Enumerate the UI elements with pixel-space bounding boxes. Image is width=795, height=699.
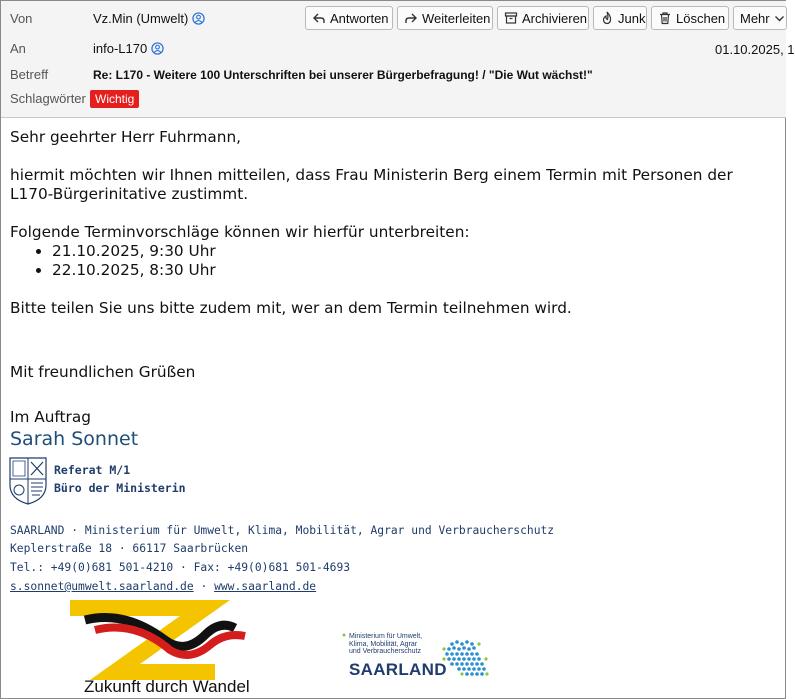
archive-label: Archivieren — [522, 10, 588, 26]
chevron-down-icon — [774, 13, 785, 24]
forward-icon — [404, 11, 418, 25]
paragraph-1: hiermit möchten wir Ihnen mitteilen, dass Frau Ministerin Berg einem Termin mit Personen der L170-Bürgerinitative zustimmt. — [10, 166, 733, 203]
ministry-logo-line: und Verbraucherschutz — [349, 648, 421, 655]
archive-icon — [504, 11, 518, 25]
paragraph-2: Bitte teilen Sie uns bitte zudem mit, wer an dem Termin teilnehmen wird. — [10, 299, 572, 317]
from-label: Von — [10, 11, 33, 26]
subject-text: Re: L170 - Weitere 100 Unterschriften bei unserer Bürgerbefragung! / "Die Wut wächst!" — [93, 68, 593, 82]
ministry-logo-line: Ministerium für Umwelt, — [349, 633, 423, 640]
ministry-logo-text — [349, 633, 422, 656]
dept-line-1: Referat M/1 — [54, 463, 131, 477]
reply-icon — [312, 11, 326, 25]
closing: Mit freundlichen Grüßen — [10, 363, 196, 381]
junk-label: Junk — [618, 10, 646, 26]
contact-links — [10, 580, 316, 593]
date-item: • 22.10.2025, 8:30 Uhr — [52, 261, 770, 280]
logo-slogan: Zukunft durch Wandel — [84, 677, 250, 696]
email-link[interactable]: s.sonnet@umwelt.saarland.de — [10, 580, 194, 593]
reply-button[interactable] — [305, 6, 393, 30]
junk-button[interactable] — [593, 6, 647, 30]
to-label: An — [10, 41, 26, 56]
more-button[interactable] — [733, 6, 787, 30]
to-recipient[interactable]: info-L170 — [93, 41, 148, 56]
more-label: Mehr — [740, 10, 770, 26]
from-sender[interactable]: Vz.Min (Umwelt) — [93, 11, 189, 26]
delete-label: Löschen — [676, 10, 726, 26]
message-toolbar — [305, 6, 787, 30]
message-header — [1, 1, 795, 118]
greeting: Sehr geehrter Herr Fuhrmann, — [10, 128, 242, 146]
link-separator: · — [200, 580, 208, 593]
trash-icon — [658, 11, 672, 25]
tags-container — [90, 90, 139, 108]
date-list — [10, 242, 770, 280]
tag-badge[interactable]: Wichtig — [90, 90, 139, 108]
message-date: 01.10.2025, 1 — [715, 42, 795, 57]
ministry-logo-line: Klima, Mobilität, Agrar — [349, 640, 418, 648]
org-line: SAARLAND · Ministerium für Umwelt, Klima, Mobilität, Agrar und Verbraucherschutz — [10, 524, 555, 537]
delete-button[interactable] — [651, 6, 729, 30]
tags-label: Schlagwörter — [10, 91, 86, 106]
reply-label: Antworten — [330, 10, 389, 26]
saarland-wordmark: SAARLAND — [349, 660, 447, 679]
contact-icon[interactable] — [192, 12, 205, 25]
date-item: • 21.10.2025, 9:30 Uhr — [52, 242, 770, 261]
forward-label: Weiterleiten — [422, 10, 491, 26]
proposal-intro: Folgende Terminvorschläge können wir hierfür unterbreiten: — [10, 223, 470, 241]
contact-icon[interactable] — [151, 42, 164, 55]
coat-of-arms-icon — [9, 457, 47, 505]
forward-button[interactable] — [397, 6, 493, 30]
zukunft-logo-icon — [55, 600, 275, 682]
signer-name: Sarah Sonnet — [10, 428, 139, 450]
dept-line-2: Büro der Ministerin — [54, 481, 186, 495]
im-auftrag: Im Auftrag — [10, 408, 91, 426]
to-value[interactable] — [93, 41, 164, 56]
message-body — [10, 128, 770, 382]
flame-icon — [600, 11, 614, 25]
archive-button[interactable] — [497, 6, 589, 30]
website-link[interactable]: www.saarland.de — [214, 580, 317, 593]
phone-line: Tel.: +49(0)681 501-4210 · Fax: +49(0)681 501-4693 — [10, 561, 351, 574]
from-value[interactable] — [93, 11, 205, 26]
address-line: Keplerstraße 18 · 66117 Saarbrücken — [10, 542, 249, 555]
subject-label: Betreff — [10, 67, 49, 82]
